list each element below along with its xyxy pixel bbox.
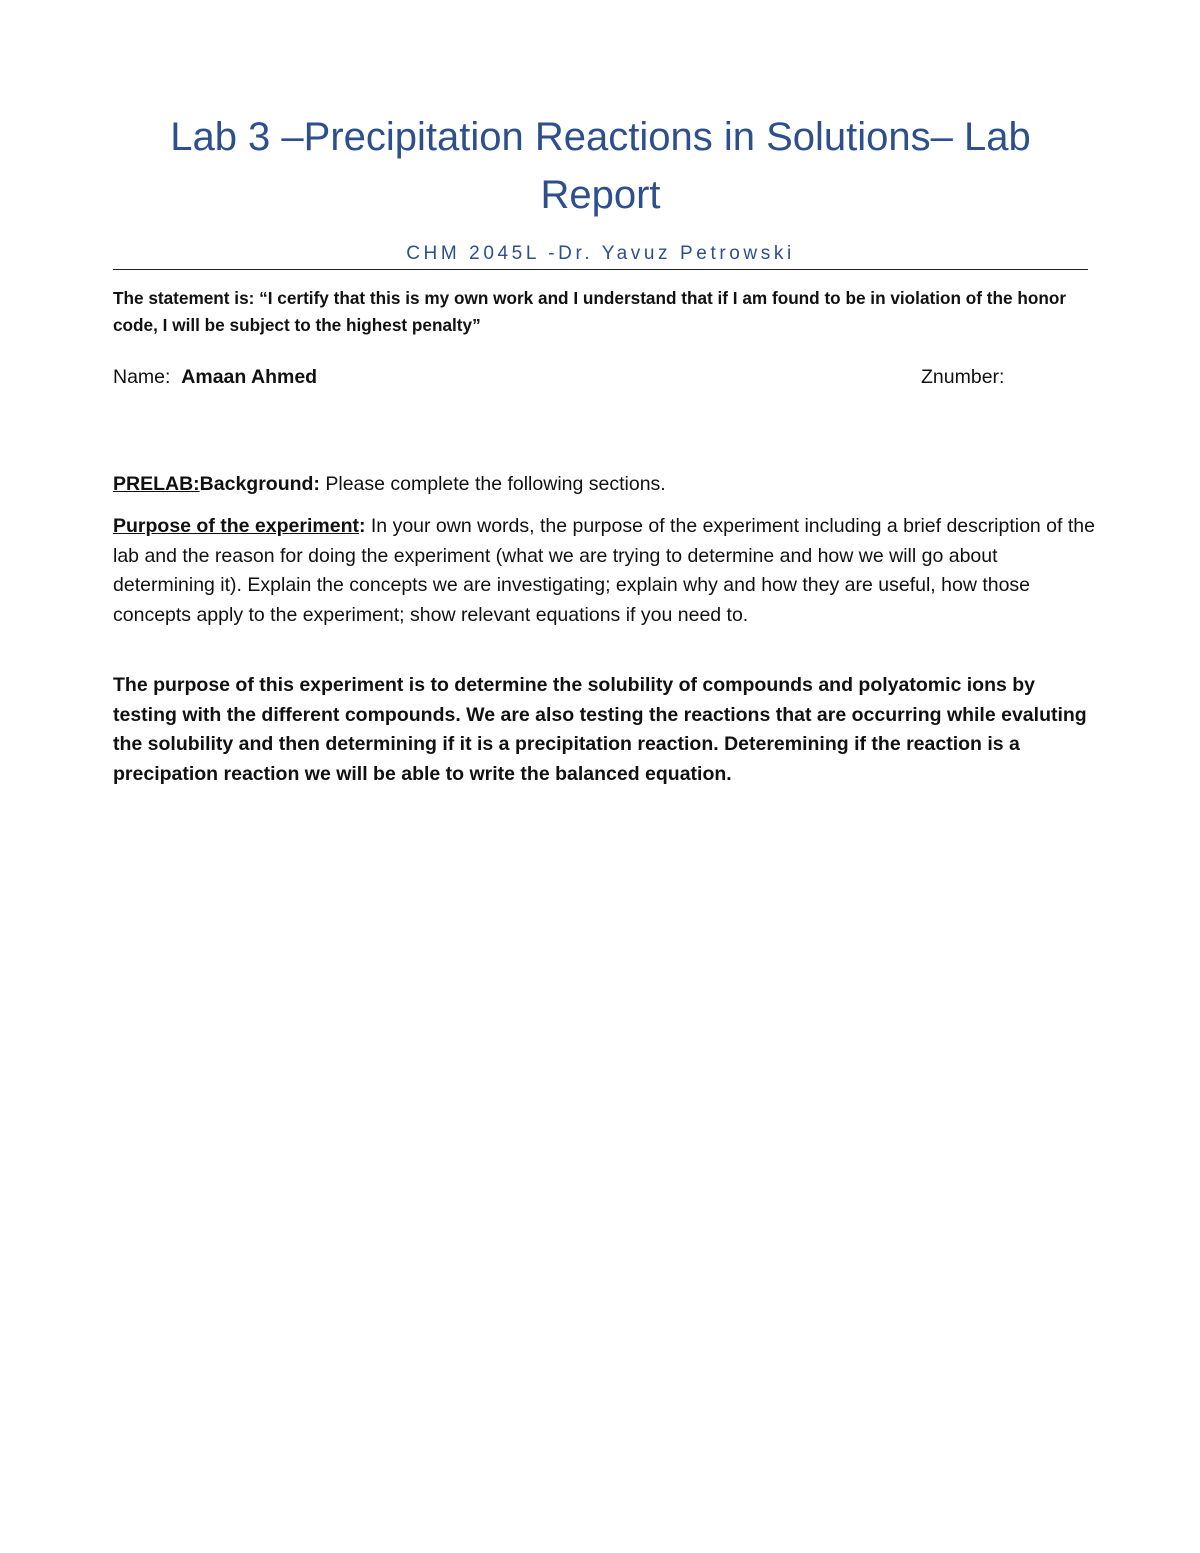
name-line (113, 364, 317, 390)
purpose-prompt (113, 512, 1103, 630)
background-label: Background: (199, 473, 320, 495)
honor-statement: The statement is: “I certify that this is my own work and I understand that if I am found to be in violation of the honor code, I will be subject to the highest penalty” (113, 288, 1067, 335)
prelab-line (113, 471, 1103, 497)
prelab-text: Please complete the following sections. (325, 473, 666, 495)
purpose-prompt-text: In your own words, the purpose of the experiment including a brief description of the lab and the reason for doing the experiment (what we are trying to determine and how we will go about determining it). Explain the concepts we are investigating; explain why and how they are useful, how those concepts apply to the experiment; show relevant equations if you need to. (113, 515, 1095, 626)
purpose-answer: The purpose of this experiment is to determine the solubility of compounds and polyatomic ions by testing with the different compounds. We are also testing the reactions that are occurring while evaluting the solubility and then determining if it is a precipitation reaction. Deteremining if the reaction is a precipation reaction we will be able to write the balanced equation. (113, 674, 1087, 785)
name-value: Amaan Ahmed (181, 366, 318, 388)
purpose-colon: : (358, 515, 366, 537)
name-label: Name: (113, 366, 171, 388)
purpose-label: Purpose of the experiment (113, 515, 359, 537)
document-title: Lab 3 –Precipitation Reactions in Solutions– Lab Report (170, 115, 1031, 217)
title-divider (113, 269, 1088, 270)
znumber-label: Znumber: (921, 366, 1005, 388)
prelab-label: PRELAB: (113, 473, 200, 495)
course-subtitle: CHM 2045L -Dr. Yavuz Petrowski (406, 243, 795, 264)
